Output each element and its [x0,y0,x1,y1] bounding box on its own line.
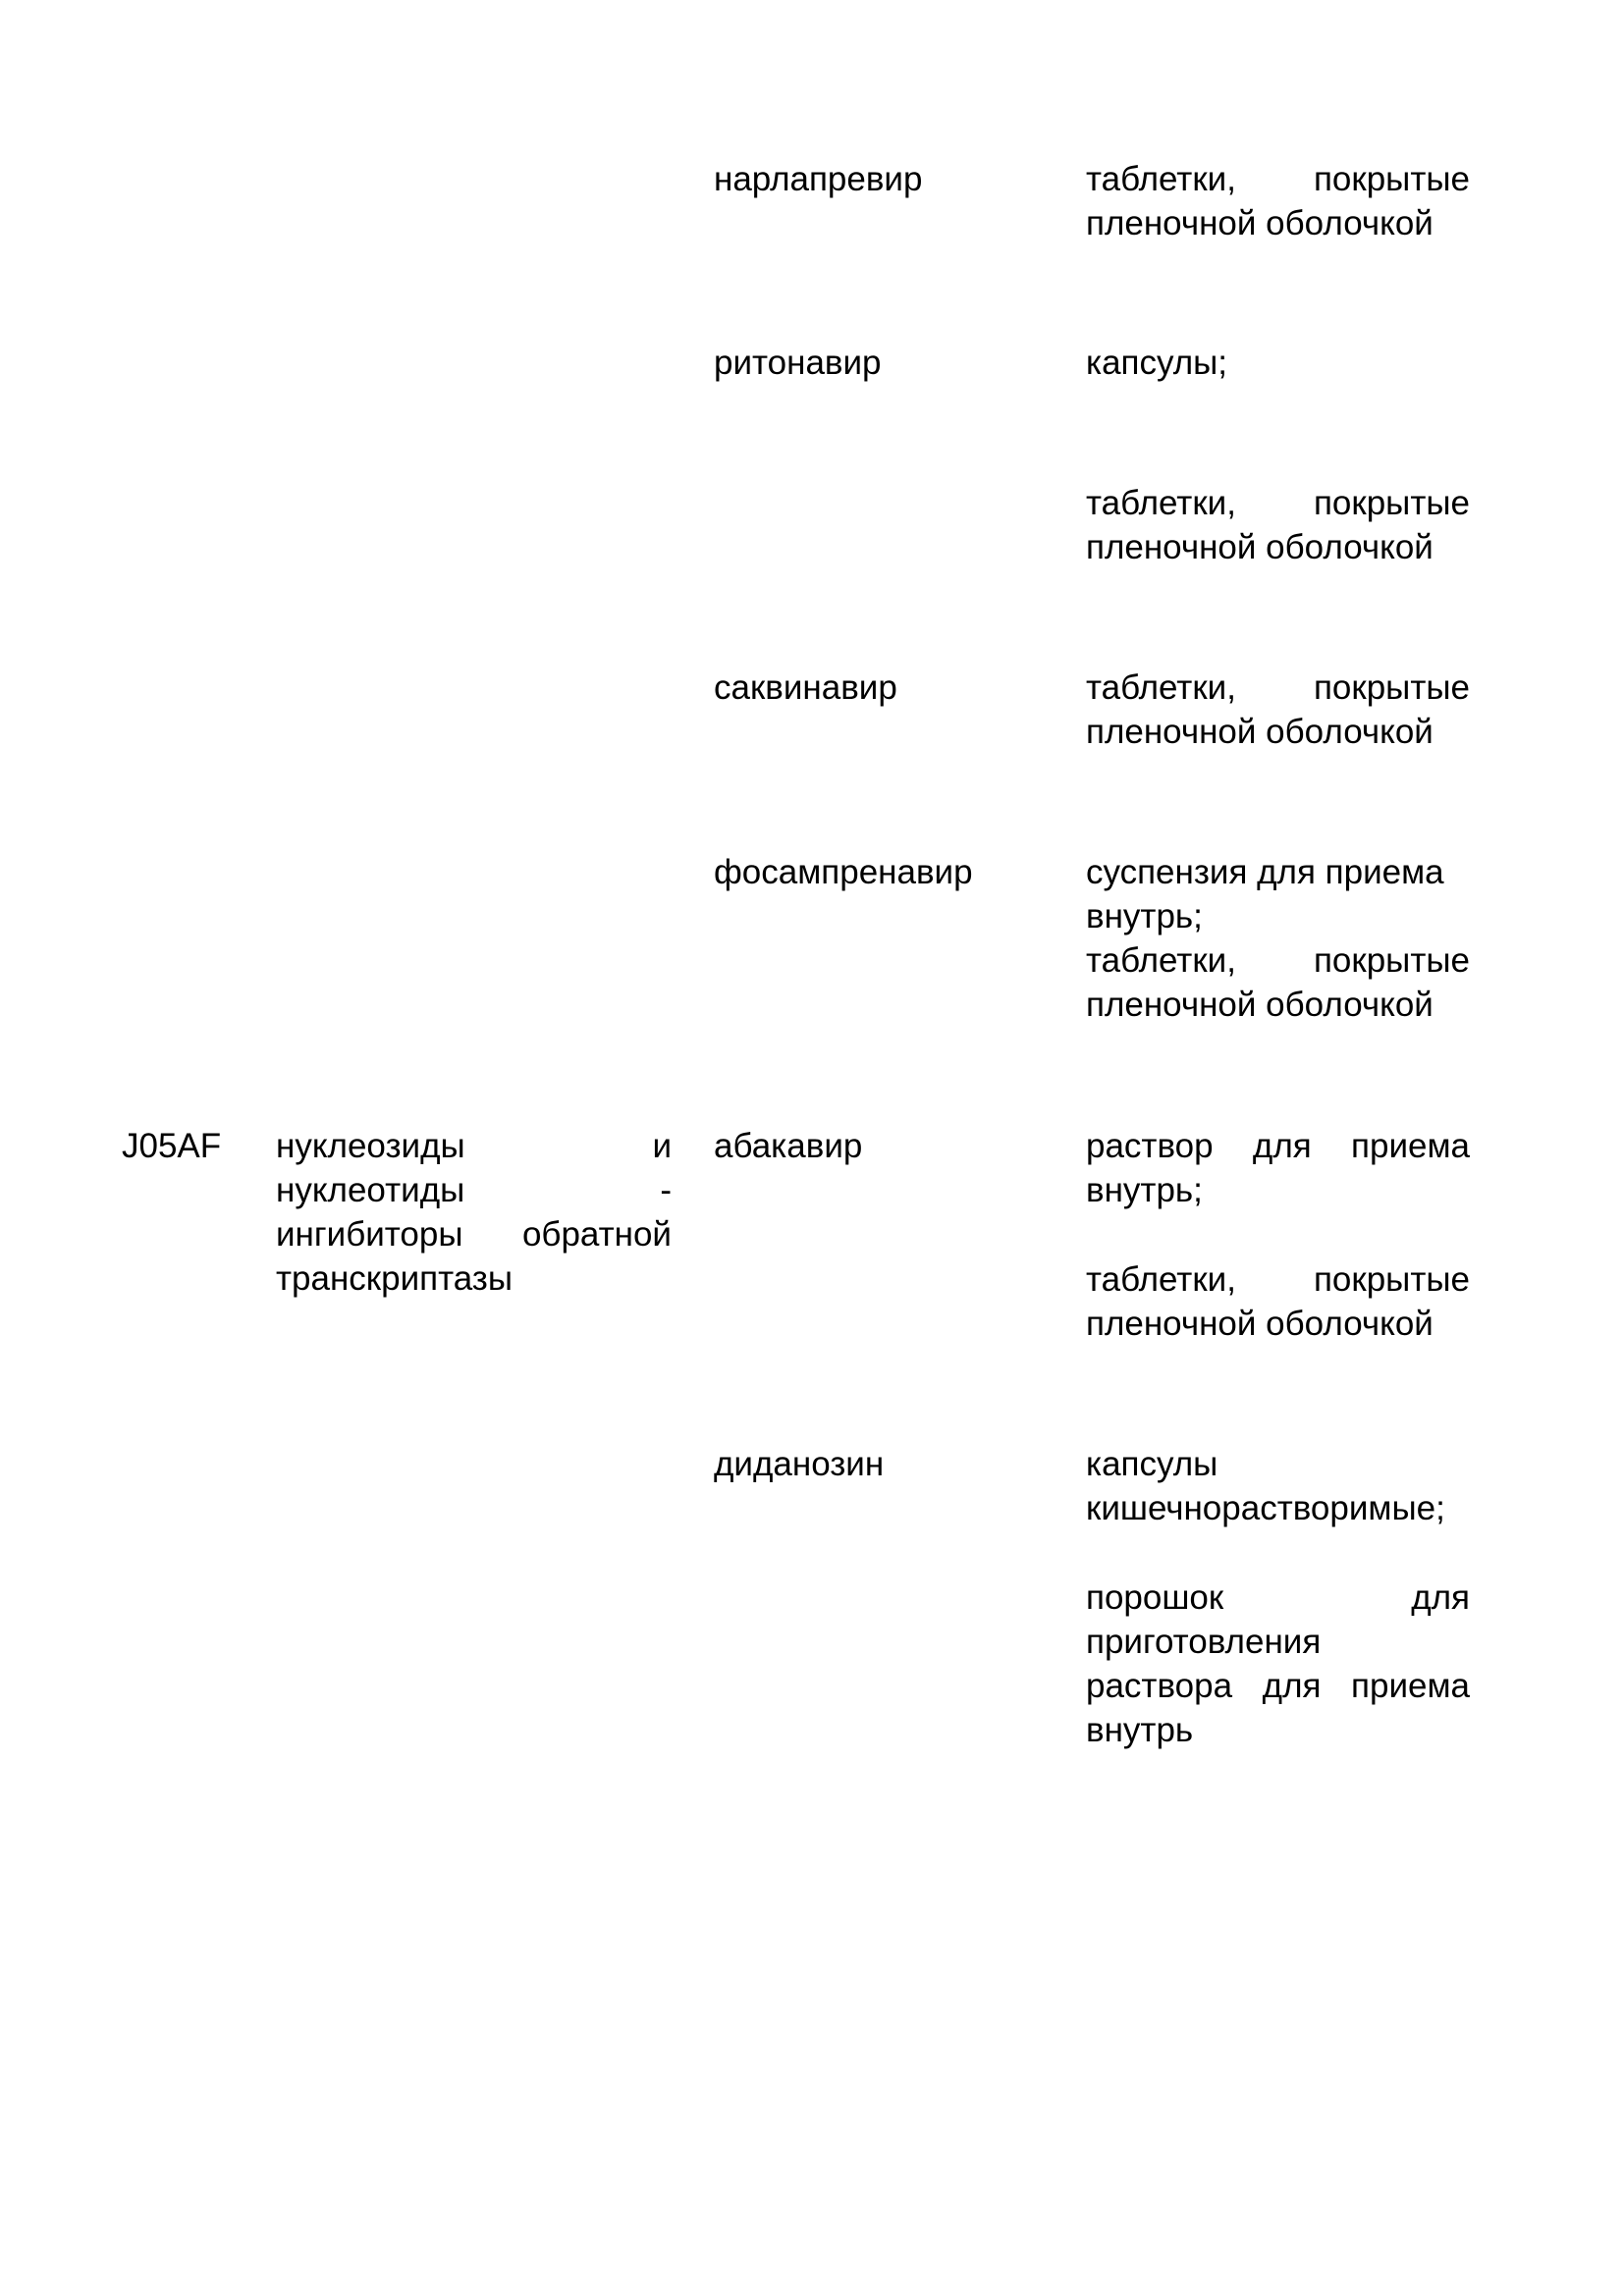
form-word: покрытые [1313,160,1470,198]
form-line: приготовления [1086,1623,1322,1661]
dosage-form [1086,1124,1470,1212]
group-word: нуклеозиды [276,1127,465,1165]
form-word: для [1411,1578,1470,1617]
form-word: таблетки, [1086,668,1236,707]
form-word: раствор [1086,1127,1214,1165]
form-word: таблетки, [1086,484,1236,522]
form-word: покрытые [1313,484,1470,522]
form-word: покрытые [1313,941,1470,980]
form-word: таблетки, [1086,1260,1236,1299]
form-line: внутрь; [1086,897,1203,935]
form-word: раствора [1086,1667,1233,1705]
drug-name: нарлапревир [714,160,923,198]
dosage-form [1086,1575,1470,1752]
form-word: покрытые [1313,1260,1470,1299]
dosage-form: капсулы; [1086,344,1228,382]
form-line: пленочной оболочкой [1086,204,1434,242]
form-line: суспензия для приема [1086,853,1444,891]
form-line: внутрь; [1086,1171,1203,1209]
atc-code: J05AF [122,1127,222,1165]
form-line: пленочной оболочкой [1086,1305,1434,1343]
drug-name: диданозин [714,1445,885,1483]
form-word: таблетки, [1086,941,1236,980]
drug-name: саквинавир [714,668,897,707]
group-word: ингибиторы [276,1215,463,1254]
form-line: кишечнорастворимые; [1086,1489,1445,1527]
group-word: транскриптазы [276,1259,513,1298]
group-word: нуклеотиды [276,1171,465,1209]
form-word: для [1262,1667,1322,1705]
form-line: пленочной оболочкой [1086,713,1434,751]
group-word: и [652,1127,672,1165]
form-line: капсулы [1086,1445,1218,1483]
drug-name: абакавир [714,1127,863,1165]
form-word: таблетки, [1086,160,1236,198]
dosage-form [1086,481,1470,569]
form-word: приема [1351,1667,1470,1705]
drug-name: фосампренавир [714,853,973,891]
dosage-form [1086,157,1470,245]
pharmacological-group [276,1124,672,1301]
form-line: внутрь [1086,1711,1194,1749]
dosage-form [1086,1442,1470,1530]
group-word: - [660,1171,672,1209]
group-word: обратной [521,1215,672,1254]
form-word: порошок [1086,1578,1224,1617]
form-word: приема [1351,1127,1470,1165]
form-line: пленочной оболочкой [1086,528,1434,566]
dosage-form [1086,850,1470,1027]
form-line: пленочной оболочкой [1086,986,1434,1024]
form-word: покрытые [1313,668,1470,707]
dosage-form [1086,1257,1470,1346]
drug-name: ритонавир [714,344,882,382]
form-word: для [1252,1127,1312,1165]
dosage-form [1086,666,1470,754]
